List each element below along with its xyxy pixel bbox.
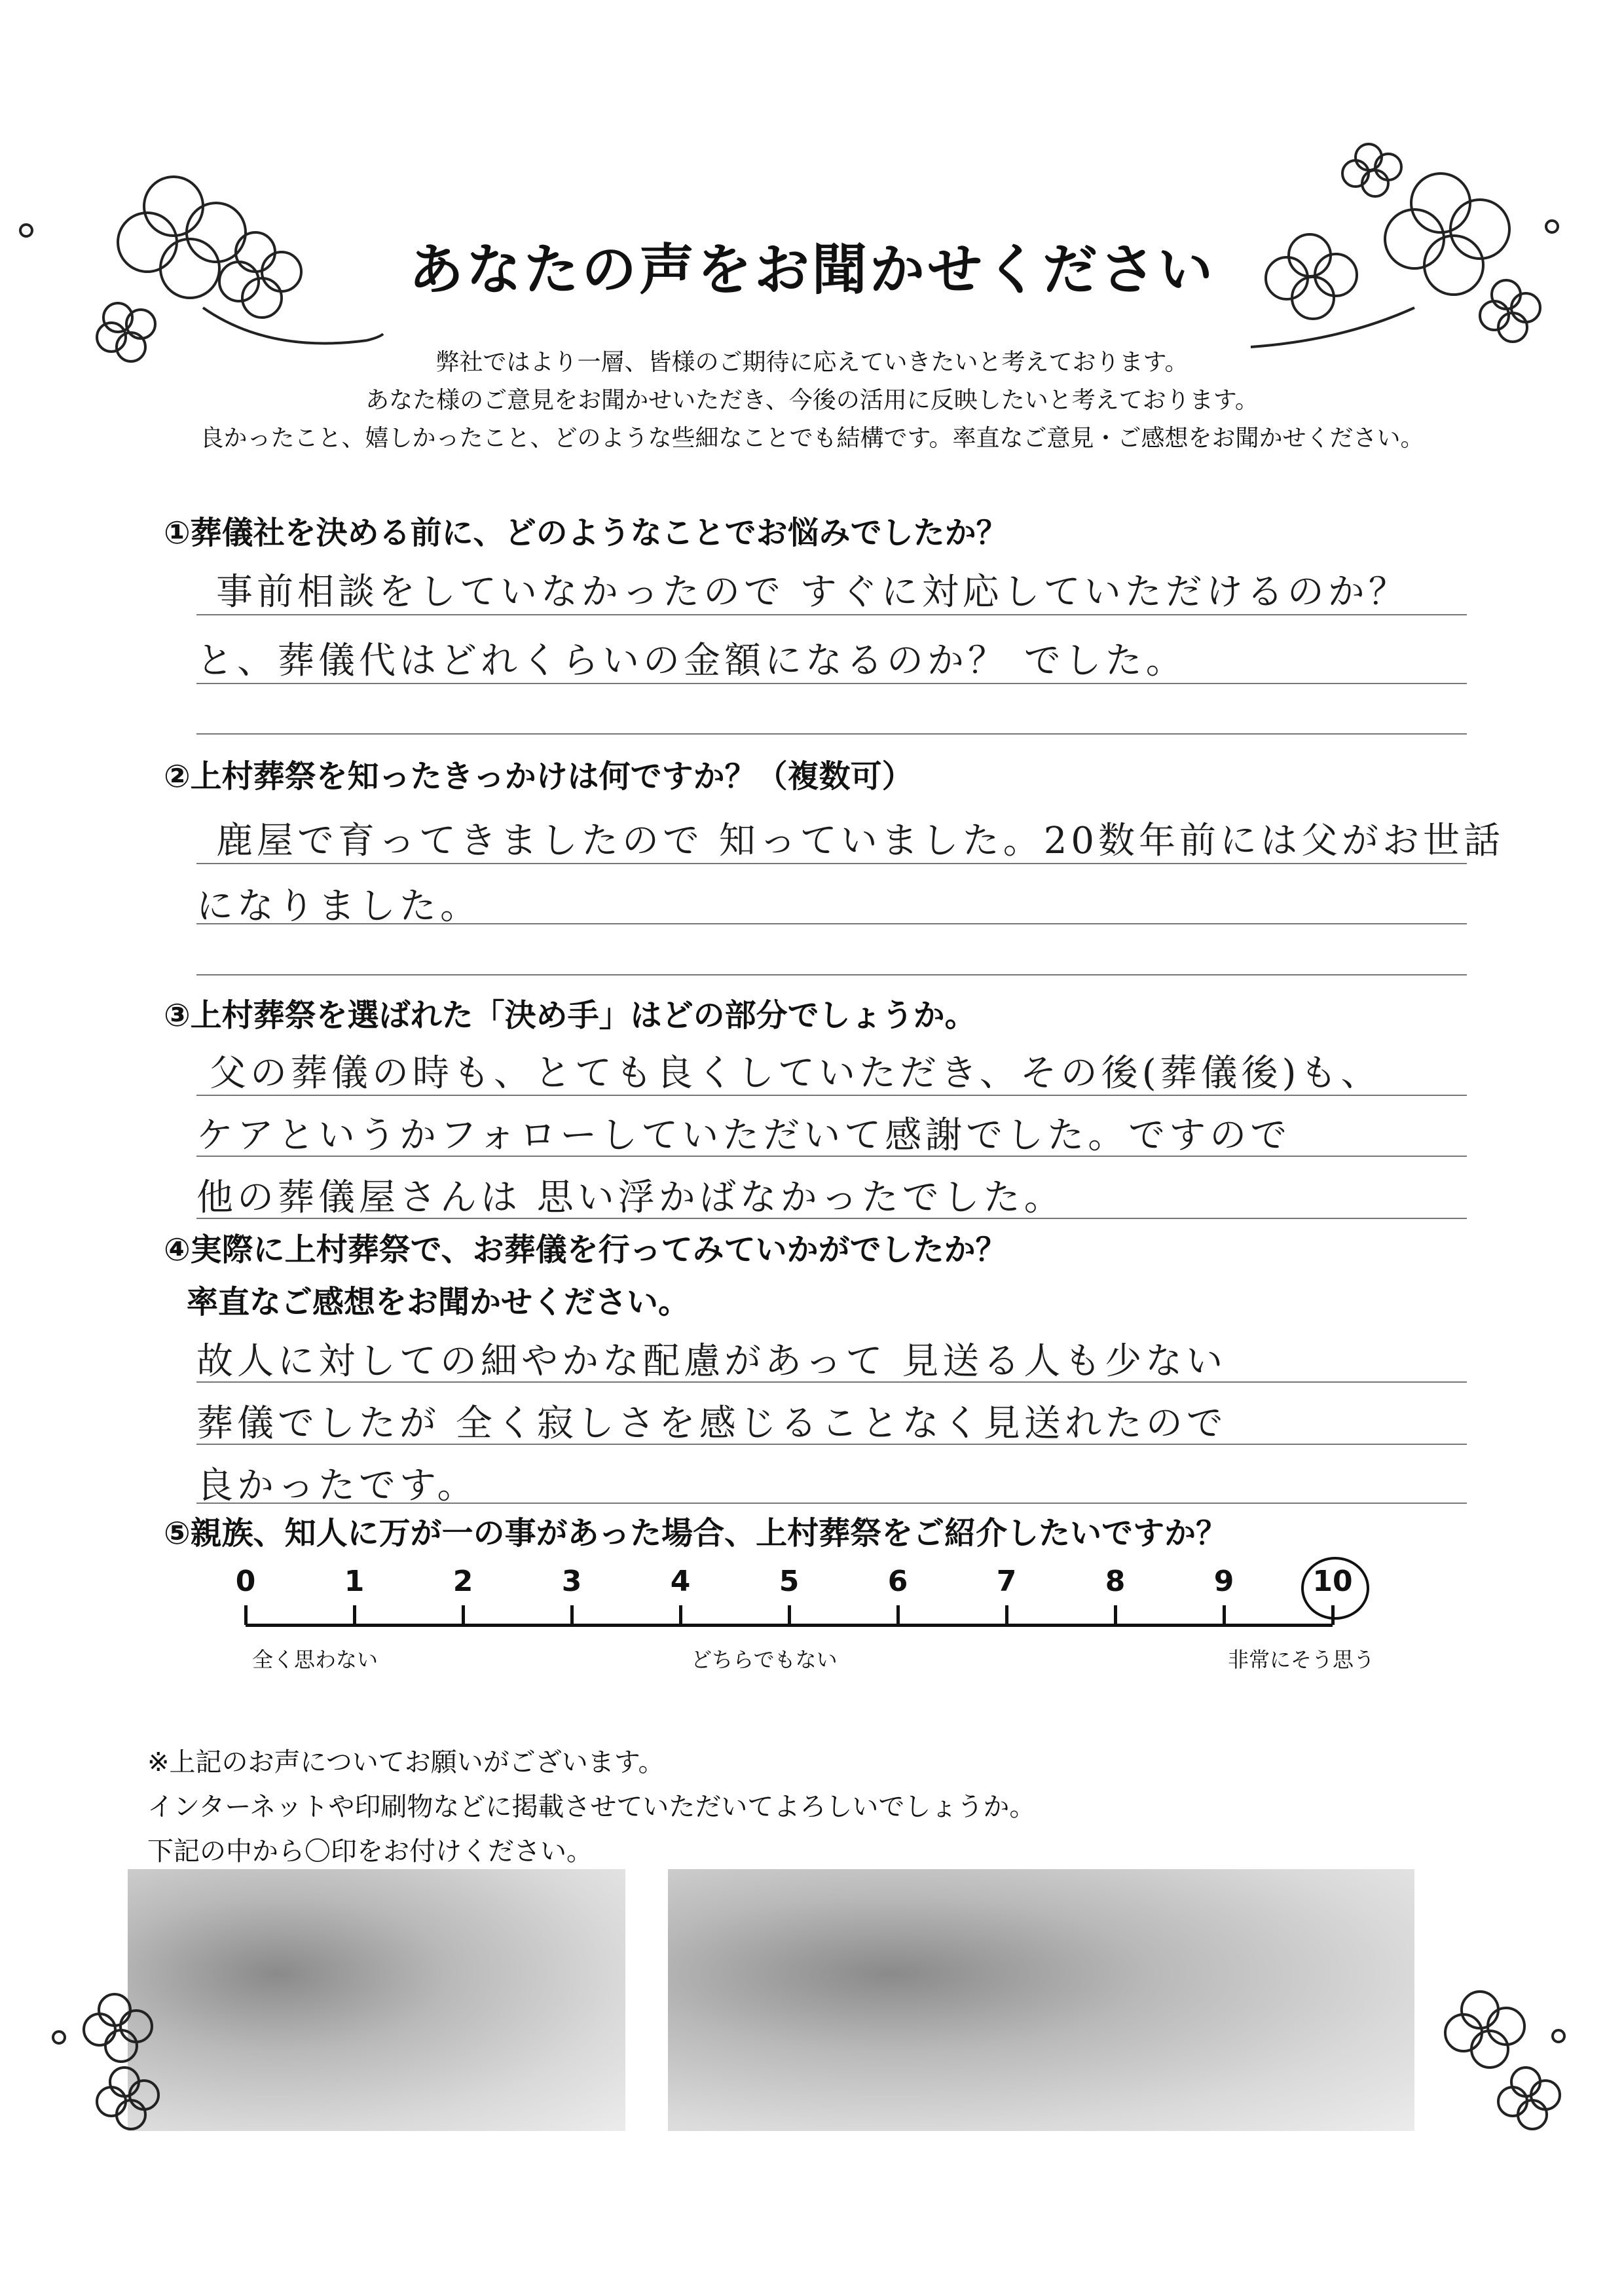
selected-rating-circle — [1301, 1557, 1369, 1620]
question-3: ③上村葬祭を選ばれた「決め手」はどの部分でしょうか。 — [164, 997, 976, 1034]
answer-rule — [196, 733, 1467, 735]
scale-tick — [244, 1605, 248, 1625]
note-line-3: 下記の中から〇印をお付けください。 — [147, 1836, 593, 1867]
scale-label-low: 全く思わない — [252, 1647, 378, 1672]
scale-number-9[interactable]: 9 — [1213, 1565, 1234, 1598]
answer-rule — [196, 1095, 1467, 1096]
scale-tick — [679, 1605, 682, 1625]
scale-tick — [1005, 1605, 1008, 1625]
answer-4-line-2: 葬儀でしたが 全く寂しさを感じることなく見送れたので — [196, 1402, 1227, 1445]
scale-number-2[interactable]: 2 — [452, 1565, 473, 1598]
scale-number-0[interactable]: 0 — [235, 1565, 256, 1598]
scale-tick — [353, 1605, 356, 1625]
scale-number-7[interactable]: 7 — [996, 1565, 1017, 1598]
answer-rule — [196, 863, 1467, 864]
answer-rule — [196, 974, 1467, 975]
scale-number-4[interactable]: 4 — [670, 1565, 691, 1598]
clover-decoration-bottom-left — [52, 1990, 164, 2147]
scale-label-mid: どちらでもない — [691, 1647, 838, 1672]
answer-rule — [196, 1381, 1467, 1383]
scale-label-high: 非常にそう思う — [1228, 1647, 1375, 1672]
note-line-1: ※上記のお声についてお願いがございます。 — [147, 1747, 665, 1777]
question-2: ②上村葬祭を知ったきっかけは何ですか？（複数可） — [164, 758, 913, 795]
page-title: あなたの声をお聞かせください — [408, 238, 1215, 302]
answer-2-line-2: になりました。 — [196, 885, 481, 928]
answer-2-line-1: 鹿屋で育ってきましたので 知っていました。20数年前には父がお世話 — [216, 820, 1505, 862]
clover-decoration-bottom-right — [1441, 1984, 1585, 2154]
answer-1-line-2: と、葬儀代はどれくらいの金額になるのか？ でした。 — [196, 640, 1187, 682]
scale-tick — [462, 1605, 465, 1625]
scale-tick — [1223, 1605, 1226, 1625]
intro-line-2: あなた様のご意見をお聞かせいただき、今後の活用に反映したいと考えております。 — [365, 387, 1259, 414]
answer-4-line-1: 故人に対しての細やかな配慮があって 見送る人も少ない — [196, 1340, 1227, 1383]
obscured-area-left — [128, 1869, 625, 2131]
obscured-area-right — [668, 1869, 1414, 2131]
scale-number-10[interactable]: 10 — [1312, 1565, 1353, 1598]
scale-number-3[interactable]: 3 — [561, 1565, 582, 1598]
answer-rule — [196, 923, 1467, 924]
scale-number-1[interactable]: 1 — [344, 1565, 365, 1598]
question-4: ④実際に上村葬祭で、お葬儀を行ってみていかがでしたか？ — [164, 1231, 1007, 1268]
answer-rule — [196, 614, 1467, 615]
scale-tick — [1114, 1605, 1117, 1625]
answer-rule — [196, 1156, 1467, 1157]
intro-line-1: 弊社ではより一層、皆様のご期待に応えていきたいと考えております。 — [435, 349, 1189, 376]
scale-number-6[interactable]: 6 — [887, 1565, 908, 1598]
scale-tick — [788, 1605, 791, 1625]
question-5: ⑤親族、知人に万が一の事があった場合、上村葬祭をご紹介したいですか？ — [164, 1515, 1228, 1552]
scale-tick — [896, 1605, 900, 1625]
scale-number-8[interactable]: 8 — [1105, 1565, 1126, 1598]
answer-3-line-3: 他の葬儀屋さんは 思い浮かばなかったでした。 — [196, 1176, 1065, 1219]
scale-tick — [570, 1605, 574, 1625]
question-4-sub: 率直なご感想をお聞かせください。 — [187, 1284, 690, 1321]
intro-line-3: 良かったこと、嬉しかったこと、どのような些細なことでも結構です。率直なご意見・ご感想をお聞かせください。 — [200, 425, 1424, 452]
answer-rule — [196, 683, 1467, 684]
answer-rule — [196, 1503, 1467, 1504]
question-1: ①葬儀社を決める前に、どのようなことでお悩みでしたか？ — [164, 515, 1008, 551]
scale-number-5[interactable]: 5 — [779, 1565, 800, 1598]
answer-4-line-3: 良かったです。 — [196, 1465, 478, 1507]
rating-scale — [0, 1565, 1624, 1676]
answer-3-line-2: ケアというかフォローしていただいて感謝でした。ですので — [196, 1114, 1291, 1157]
answer-rule — [196, 1218, 1467, 1219]
note-line-2: インターネットや印刷物などに掲載させていただいてよろしいでしょうか。 — [147, 1792, 1036, 1822]
answer-3-line-1: 父の葬儀の時も、とても良くしていただき、その後(葬儀後)も、 — [210, 1052, 1382, 1095]
answer-rule — [196, 1444, 1467, 1445]
answer-1-line-1: 事前相談をしていなかったので すぐに対応していただけるのか？ — [216, 571, 1409, 613]
